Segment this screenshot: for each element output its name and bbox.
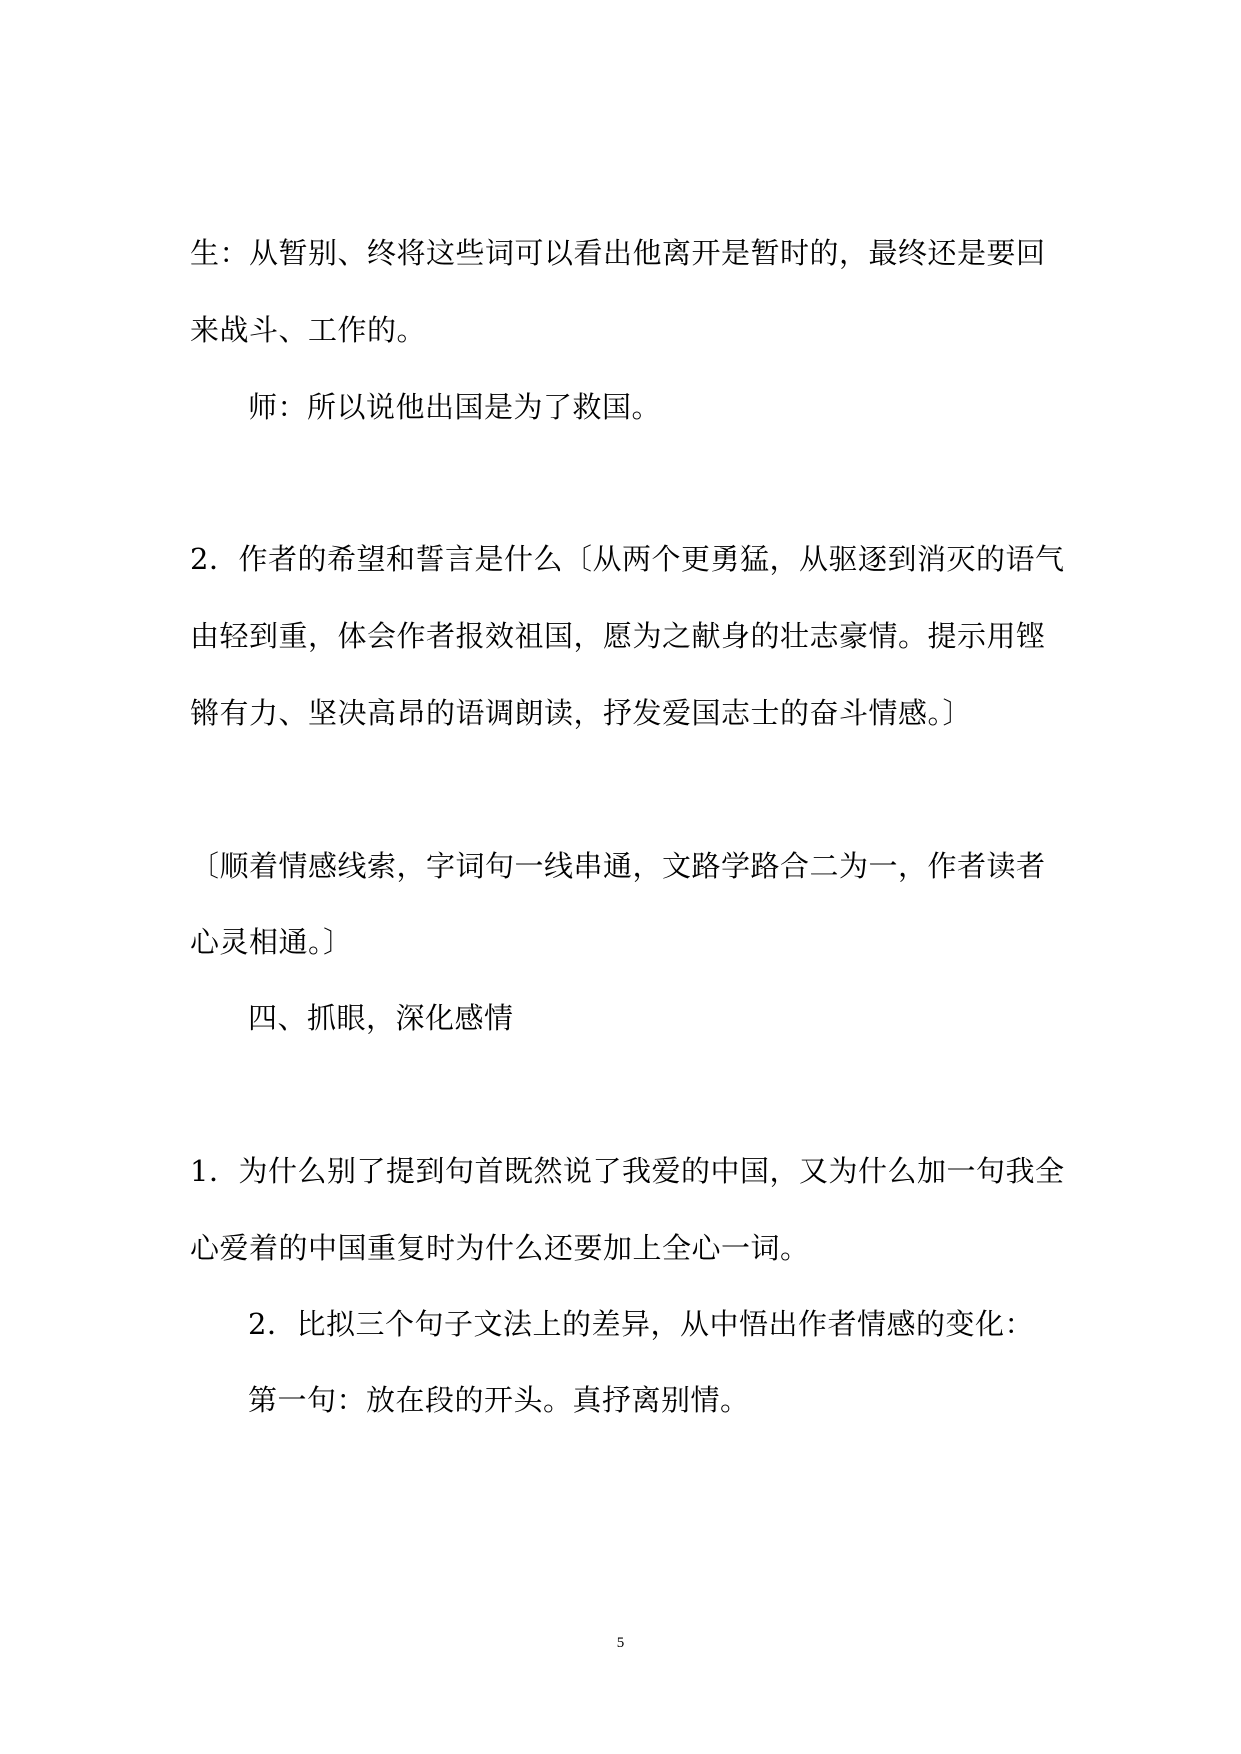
text-line-7: 〔顺着情感线索，字词句一线串通，文路学路合二为一，作者读者 — [190, 849, 1046, 883]
text-line-8: 心灵相通。〕 — [190, 925, 353, 959]
text-line-4: 2．作者的希望和誓言是什么〔从两个更勇猛，从驱逐到消灭的语气 — [190, 542, 1065, 576]
text-line-11: 心爱着的中国重复时为什么还要加上全心一词。 — [190, 1231, 810, 1265]
text-line-10: 1．为什么别了提到句首既然说了我爱的中国，又为什么加一句我全 — [190, 1154, 1065, 1188]
text-line-1: 生：从暂别、终将这些词可以看出他离开是暂时的，最终还是要回 — [190, 236, 1046, 270]
text-line-6: 锵有力、坚决高昂的语调朗读，抒发爱国志士的奋斗情感。〕 — [190, 696, 973, 730]
text-line-3: 师：所以说他出国是为了救国。 — [248, 390, 662, 424]
text-line-2: 来战斗、工作的。 — [190, 313, 427, 347]
section-heading: 四、抓眼，深化感情 — [248, 1001, 514, 1035]
page-number: 5 — [616, 1635, 625, 1651]
text-line-5: 由轻到重，体会作者报效祖国，愿为之献身的壮志豪情。提示用铿 — [190, 619, 1046, 653]
text-line-13: 第一句：放在段的开头。真抒离别情。 — [248, 1383, 750, 1417]
text-line-12: 2．比拟三个句子文法上的差异，从中悟出作者情感的变化： — [248, 1307, 1034, 1341]
